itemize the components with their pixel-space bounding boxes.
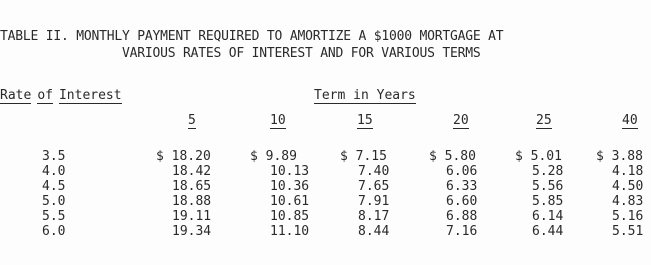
column-header-20: 20: [453, 113, 469, 128]
term-header-text: Term in Years: [314, 88, 416, 103]
column-header-40: 40: [622, 113, 638, 128]
table-cell: 10.61: [270, 194, 310, 209]
table-cell: 7.91: [358, 194, 390, 209]
table-cell: 8.17: [358, 209, 390, 224]
table-cell: $ 7.15: [340, 149, 387, 164]
table-cell: 6.06: [446, 164, 478, 179]
table-cell: 7.40: [358, 164, 390, 179]
rate-cell: 5.5: [42, 209, 66, 224]
column-header-5: 5: [188, 113, 196, 128]
table-title: TABLE II. MONTHLY PAYMENT REQUIRED TO AMORTIZE A $1000 MORTGAGE AT: [0, 29, 504, 44]
table-cell: $ 5.01: [515, 149, 562, 164]
table-cell: 19.34: [172, 224, 212, 239]
table-cell: 6.60: [446, 194, 478, 209]
table-cell: 7.65: [358, 179, 390, 194]
table-cell: $ 9.89: [250, 149, 297, 164]
table-cell: 10.85: [270, 209, 310, 224]
table-cell: 4.50: [612, 179, 644, 194]
rate-cell: 4.0: [42, 164, 66, 179]
rate-header-word: of: [37, 88, 53, 103]
table-subtitle: VARIOUS RATES OF INTEREST AND FOR VARIOUS TERMS: [122, 46, 481, 61]
table-cell: 5.51: [612, 224, 644, 239]
rate-cell: 3.5: [42, 149, 66, 164]
column-header-15: 15: [357, 113, 373, 128]
column-header-10: 10: [270, 113, 286, 128]
table-cell: 6.88: [446, 209, 478, 224]
table-cell: 5.16: [612, 209, 644, 224]
term-in-years-header: [314, 89, 416, 104]
table-cell: 10.36: [270, 179, 310, 194]
table-cell: 10.13: [270, 164, 310, 179]
table-cell: 8.44: [358, 224, 390, 239]
rate-of-interest-header: [0, 89, 122, 104]
column-header-25: 25: [536, 113, 552, 128]
table-cell: 6.14: [532, 209, 564, 224]
table-cell: 18.42: [172, 164, 212, 179]
table-cell: $ 18.20: [156, 149, 211, 164]
table-cell: 5.56: [532, 179, 564, 194]
table-cell: 6.44: [532, 224, 564, 239]
table-cell: 5.28: [532, 164, 564, 179]
table-cell: 5.85: [532, 194, 564, 209]
rate-cell: 6.0: [42, 224, 66, 239]
table-cell: 18.65: [172, 179, 212, 194]
table-cell: 4.18: [612, 164, 644, 179]
table-cell: 19.11: [172, 209, 212, 224]
table-cell: 4.83: [612, 194, 644, 209]
table-cell: 7.16: [446, 224, 478, 239]
table-cell: $ 5.80: [429, 149, 476, 164]
rate-cell: 4.5: [42, 179, 66, 194]
table-cell: 11.10: [270, 224, 310, 239]
table-cell: 6.33: [446, 179, 478, 194]
rate-cell: 5.0: [42, 194, 66, 209]
rate-header-word: Interest: [58, 88, 122, 103]
rate-header-word: Rate: [0, 88, 32, 103]
table-cell: $ 3.88: [596, 149, 643, 164]
table-cell: 18.88: [172, 194, 212, 209]
